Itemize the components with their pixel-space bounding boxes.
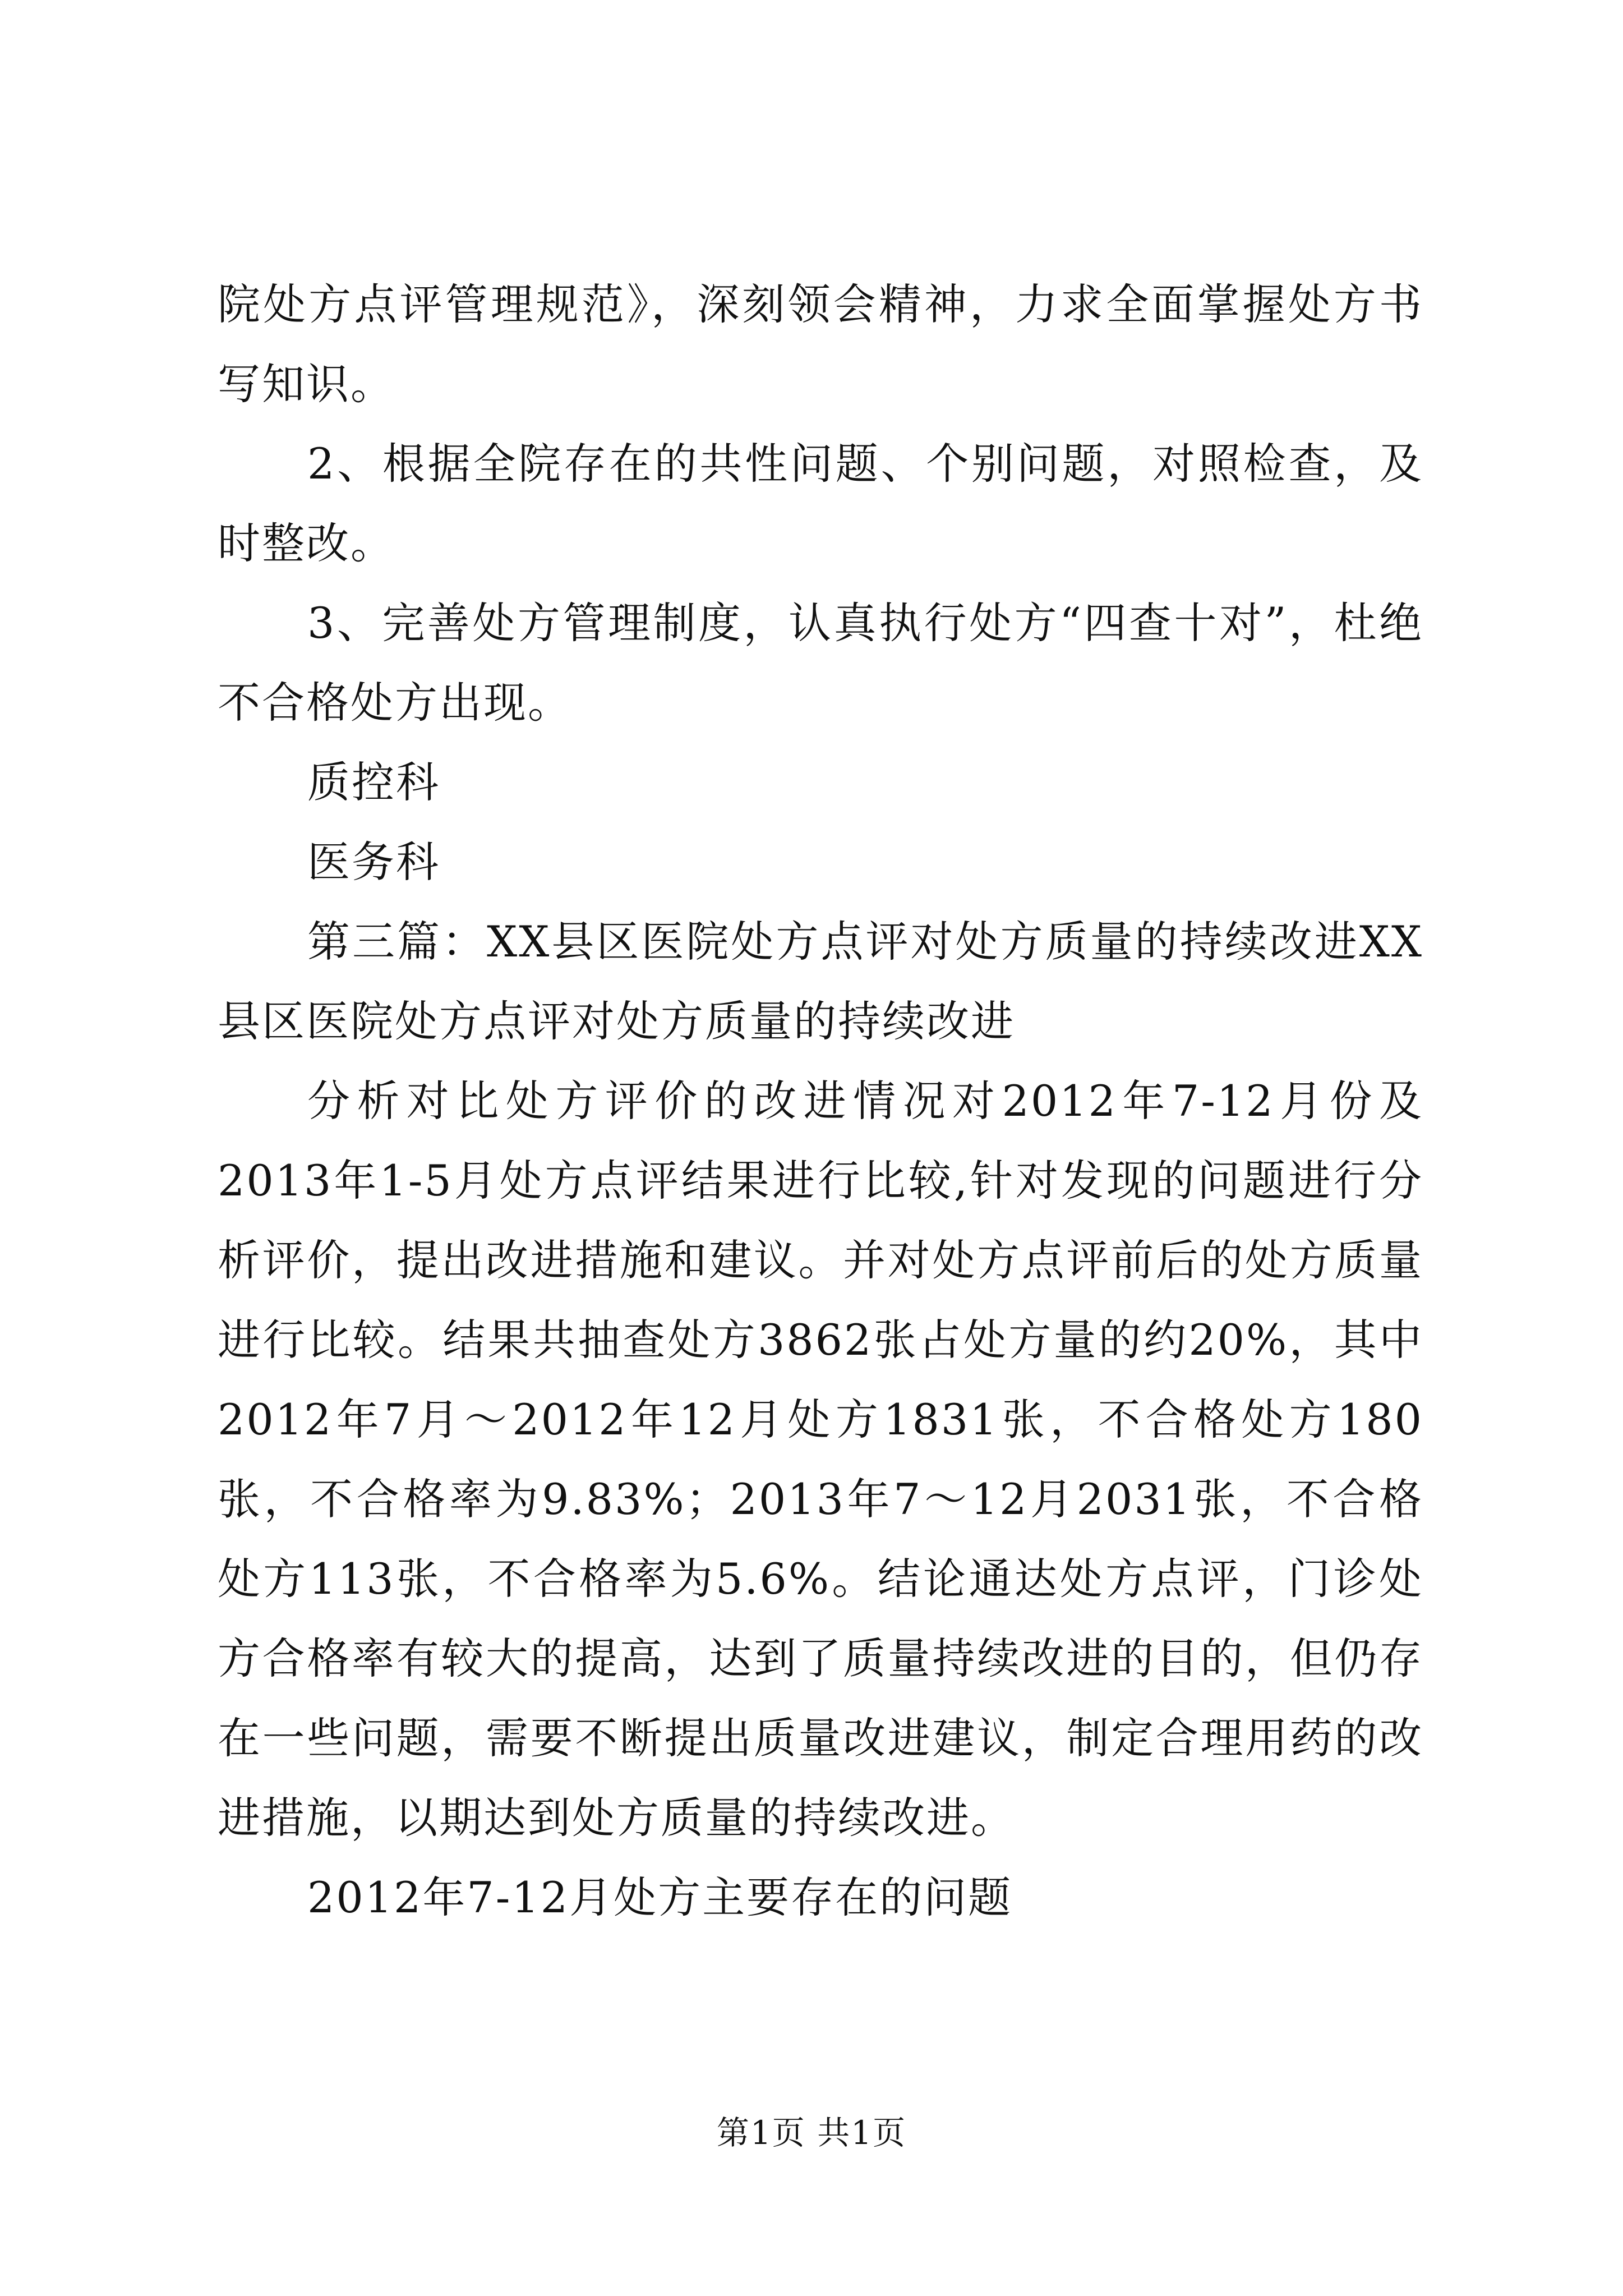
signature-medical-affairs-dept: 医务科 [307,837,440,887]
paragraph-item-2: 2、根据全院存在的共性问题、个别问题，对照检查，及时整改。 [218,439,1423,568]
page-footer: 第1页 共1页 [716,2114,907,2152]
signature-quality-control-dept: 质控科 [307,757,440,807]
paragraph-main-problems: 2012年7-12月处方主要存在的问题 [307,1872,1013,1922]
section-heading-part-three: 第三篇：XX县区医院处方点评对处方质量的持续改进XX县区医院处方点评对处方质量的持续改进 [218,917,1423,1046]
paragraph-item-3: 3、完善处方管理制度，认真执行处方“四查十对”，杜绝不合格处方出现。 [218,598,1423,728]
paragraph-prescription-standard: 院处方点评管理规范》，深刻领会精神，力求全面掌握处方书写知识。 [218,279,1423,409]
paragraph-analysis: 分析对比处方评价的改进情况对2012年7-12月份及2013年1-5月处方点评结果进行比较,针对发现的问题进行分析评价，提出改进措施和建议。并对处方点评前后的处方质量进行比较。结果共抽查处方3862张占处方量的约20%，其中2012年7月～2012年12月处方1831张，不合格处方180张，不合格率为9.83%；2013年7～12月2031张，不合格处方113张，不合格率为5.6%。结论通达处方点评，门诊处方合格率有较大的提高，达到了质量持续改进的目的，但仍存在一些问题，需要不断提出质量改进建议，制定合理用药的改进措施，以期达到处方质量的持续改进。 [218,1076,1423,1843]
document-body [218,265,1423,1938]
